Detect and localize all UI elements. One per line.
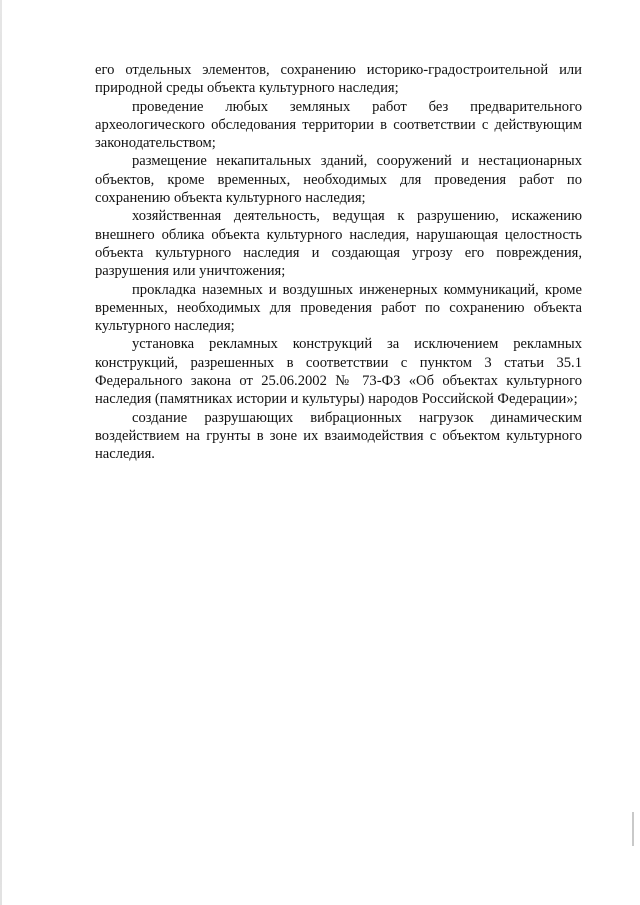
document-body [95,61,582,464]
paragraph-economic-activity: хозяйственная деятельность, ведущая к разрушению, искажению внешнего облика объекта культурного наследия, нарушающая целостность объекта культурного наследия и создающая угрозу его повреждения, разрушения или уничтожения; [95,208,582,280]
paragraph-earthworks: проведение любых земляных работ без предварительного археологического обследования территории в соответствии с действующим законодательством; [95,98,582,152]
paragraph-vibration-loads: создание разрушающих вибрационных нагрузок динамическим воздействием на грунты в зоне их взаимодействия с объектом культурного наследия. [95,409,582,463]
scan-right-mark [632,812,634,846]
paragraph-communications: прокладка наземных и воздушных инженерных коммуникаций, кроме временных, необходимых для проведения работ по сохранению объекта культурного наследия; [95,281,582,335]
paragraph-temporary-structures: размещение некапитальных зданий, сооружений и нестационарных объектов, кроме временных, необходимых для проведения работ по сохранению объекта культурного наследия; [95,153,582,207]
paragraph-continuation: его отдельных элементов, сохранению историко-градостроительной или природной среды объекта культурного наследия; [95,62,582,97]
scan-left-edge [0,0,2,905]
paragraph-advertising: установка рекламных конструкций за исключением рекламных конструкций, разрешенных в соответствии с пунктом 3 статьи 35.1 Федерального закона от 25.06.2002 № 73-ФЗ «Об объектах культурного наследия (памятниках истории и культуры) народов Российской Федерации»; [95,336,582,408]
